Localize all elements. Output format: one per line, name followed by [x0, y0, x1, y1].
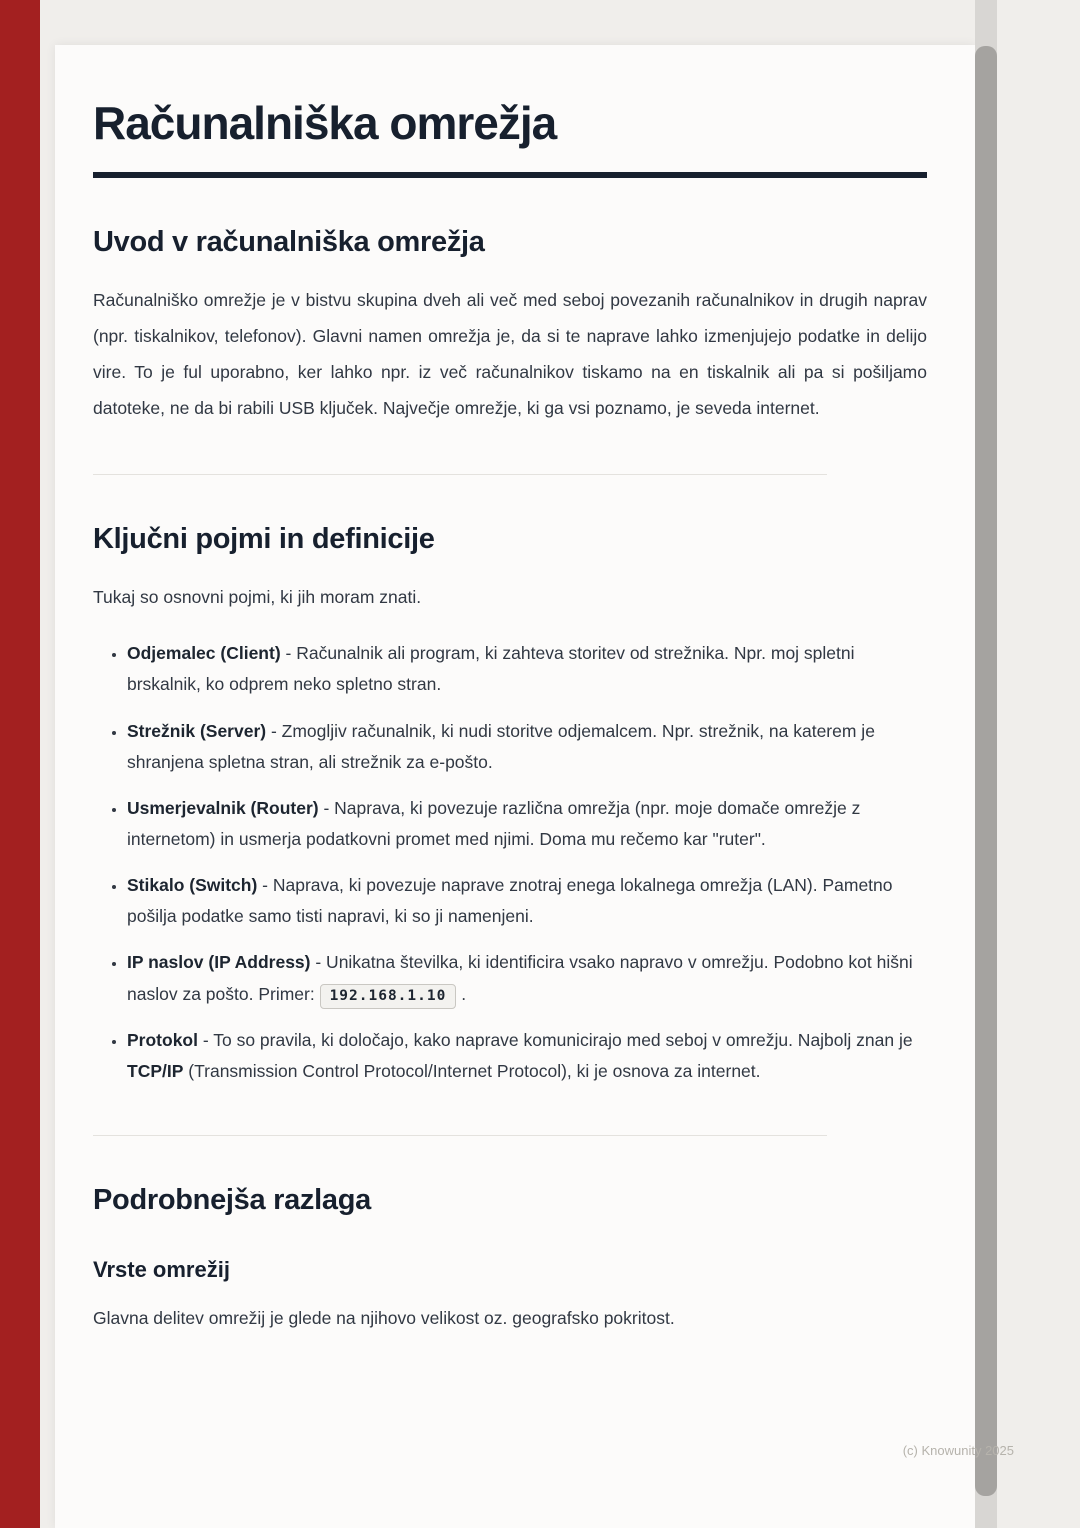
term-definition-suffix: . [456, 983, 467, 1004]
term-label: Protokol [127, 1029, 198, 1050]
page-title: Računalniška omrežja [93, 97, 557, 149]
term-definition: - Naprava, ki povezuje naprave znotraj enega lokalnega omrežja (LAN). Pametno pošilja podatke samo tisti napravi, ki so ji namenjeni. [127, 875, 893, 927]
list-item-protocol [127, 1025, 927, 1087]
term-list [93, 638, 927, 1087]
section-heading-intro: Uvod v računalniška omrežja [93, 225, 485, 258]
document-page [55, 45, 975, 1528]
tcp-ip-bold: TCP/IP [127, 1060, 184, 1081]
term-label: Usmerjevalnik (Router) [127, 797, 319, 818]
list-item-client [127, 638, 927, 700]
term-label: Odjemalec (Client) [127, 643, 281, 664]
list-item-server [127, 716, 927, 778]
left-accent-bar [0, 0, 40, 1528]
scrollbar-thumb[interactable] [975, 46, 997, 1496]
section-heading-details: Podrobnejša razlaga [93, 1183, 371, 1216]
title-rule [93, 172, 927, 178]
sub-heading-network-types: Vrste omrežij [93, 1256, 230, 1282]
list-item-ip-address [127, 947, 927, 1009]
section-divider [93, 1135, 827, 1136]
term-definition: - To so pravila, ki določajo, kako naprave komunicirajo med seboj v omrežju. Najbolj znan je [197, 1029, 913, 1050]
term-label: IP naslov (IP Address) [127, 952, 311, 973]
list-item-router [127, 793, 927, 855]
term-definition: - Unikatna številka, ki identificira vsako napravo v omrežju. Podobno kot hišni naslov za pošto. Primer: [127, 952, 913, 1004]
watermark: (c) Knowunity 2025 [902, 1443, 1014, 1458]
key-terms-lead: Tukaj so osnovni pojmi, ki jih moram znati. [93, 587, 422, 608]
term-definition: - Naprava, ki povezuje različna omrežja (npr. moje domače omrežje z internetom) in usmerja podatkovni promet med njimi. Doma mu rečemo kar "ruter". [127, 797, 861, 849]
term-definition: - Zmogljiv računalnik, ki nudi storitve odjemalcem. Npr. strežnik, na katerem je shranjena spletna stran, ali strežnik za e-pošto. [127, 720, 875, 772]
term-label: Strežnik (Server) [127, 720, 267, 741]
term-label: Stikalo (Switch) [127, 875, 258, 896]
list-item-switch [127, 870, 927, 932]
section-heading-key-terms: Ključni pojmi in definicije [93, 523, 435, 556]
intro-paragraph: Računalniško omrežje je v bistvu skupina dveh ali več med seboj povezanih računalnikov in drugih naprav (npr. tiskalnikov, telefonov). Glavni namen omrežja je, da si te naprave lahko izmenjujejo podatke in delijo vire. To je ful uporabno, ker lahko npr. iz več računalnikov tiskamo na en tiskalnik ali pa si pošiljamo datoteke, ne da bi rabili USB ključek. Največje omrežje, ki ga vsi poznamo, je seveda internet. [93, 289, 927, 418]
term-definition-suffix: (Transmission Control Protocol/Internet Protocol), ki je osnova za internet. [183, 1060, 761, 1081]
details-paragraph: Glavna delitev omrežij je glede na njihovo velikost oz. geografsko pokritost. [93, 1307, 675, 1328]
document-content [55, 45, 975, 1337]
section-divider [93, 474, 827, 475]
ip-address-code: 192.168.1.10 [320, 984, 457, 1010]
term-definition: - Računalnik ali program, ki zahteva storitev od strežnika. Npr. moj spletni brskalnik, ko odprem neko spletno stran. [127, 643, 855, 695]
scrollbar[interactable] [975, 0, 997, 1528]
